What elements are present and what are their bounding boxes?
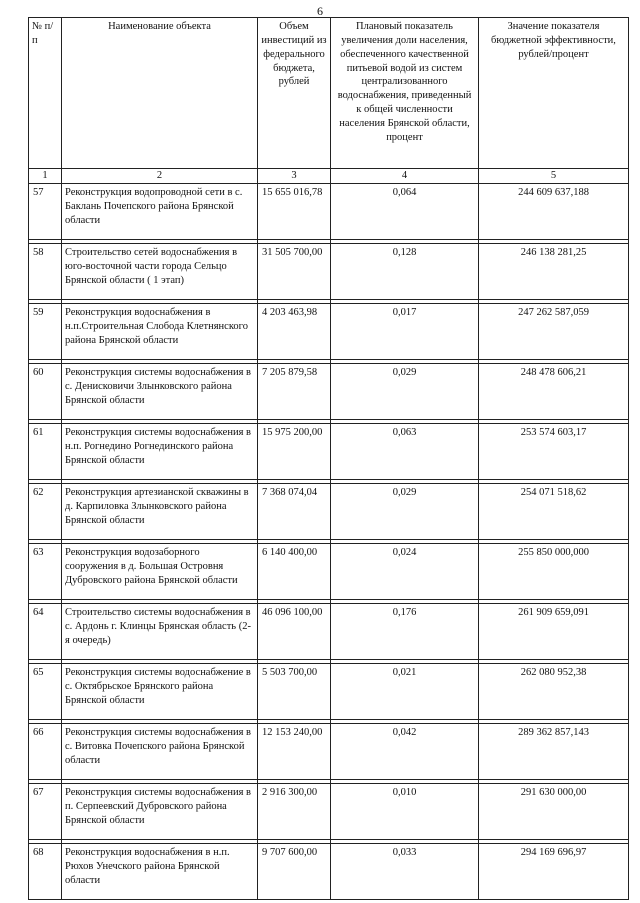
population-share-value: 0,010 [331, 783, 479, 839]
efficiency-value: 248 478 606,21 [479, 363, 629, 419]
row-number: 62 [29, 483, 62, 539]
investment-value: 15 655 016,78 [258, 183, 331, 239]
investment-value: 9 707 600,00 [258, 843, 331, 899]
column-number: 2 [62, 169, 258, 184]
population-share-value: 0,021 [331, 663, 479, 719]
table-row [29, 303, 629, 359]
efficiency-value: 246 138 281,25 [479, 243, 629, 299]
population-share-value: 0,042 [331, 723, 479, 779]
table-row [29, 543, 629, 599]
header-number: № п/п [29, 18, 62, 169]
table-row [29, 363, 629, 419]
population-share-value: 0,029 [331, 363, 479, 419]
header-investment: Объем инвестиций из федерального бюджета, рублей [258, 18, 331, 169]
row-number: 61 [29, 423, 62, 479]
population-share-value: 0,017 [331, 303, 479, 359]
efficiency-value: 247 262 587,059 [479, 303, 629, 359]
object-name: Строительство системы водоснабжения в с. Ардонь г. Клинцы Брянская область (2-я очередь) [62, 603, 258, 659]
object-name: Реконструкция системы водоснабжения в с. Денисковичи Злынковского района Брянской области [62, 363, 258, 419]
efficiency-value: 244 609 637,188 [479, 183, 629, 239]
table-body [29, 183, 629, 899]
row-number: 64 [29, 603, 62, 659]
row-number: 66 [29, 723, 62, 779]
object-name: Реконструкция системы водоснабжения в н.п. Рогнедино Рогнединского района Брянской области [62, 423, 258, 479]
column-number: 4 [331, 169, 479, 184]
population-share-value: 0,024 [331, 543, 479, 599]
column-number: 1 [29, 169, 62, 184]
investment-value: 2 916 300,00 [258, 783, 331, 839]
header-object-name: Наименование объекта [62, 18, 258, 169]
object-name: Реконструкция водоснабжения в н.п. Рюхов Унечского района Брянской области [62, 843, 258, 899]
object-name: Реконструкция системы водоснабжения в с. Витовка Почепского района Брянской области [62, 723, 258, 779]
table-row [29, 663, 629, 719]
table-row [29, 243, 629, 299]
table-row [29, 843, 629, 899]
table-row [29, 423, 629, 479]
population-share-value: 0,033 [331, 843, 479, 899]
row-number: 60 [29, 363, 62, 419]
efficiency-value: 255 850 000,000 [479, 543, 629, 599]
table-row [29, 483, 629, 539]
row-number: 67 [29, 783, 62, 839]
population-share-value: 0,176 [331, 603, 479, 659]
population-share-value: 0,064 [331, 183, 479, 239]
table-row [29, 183, 629, 239]
row-number: 63 [29, 543, 62, 599]
row-number: 59 [29, 303, 62, 359]
column-number: 5 [479, 169, 629, 184]
efficiency-value: 291 630 000,00 [479, 783, 629, 839]
object-name: Реконструкция водозаборного сооружения в д. Большая Островня Дубровского района Брянской области [62, 543, 258, 599]
efficiency-value: 261 909 659,091 [479, 603, 629, 659]
column-number: 3 [258, 169, 331, 184]
header-population-share: Плановый показатель увеличения доли населения, обеспеченного качественной питьевой водой из систем централизованного водоснабжения, приведенный к общей численности населения Брянской области, процент [331, 18, 479, 169]
header-efficiency: Значение показателя бюджетной эффективности, рублей/процент [479, 18, 629, 169]
object-name: Строительство сетей водоснабжения в юго-восточной части города Сельцо Брянской области ( 1 этап) [62, 243, 258, 299]
investment-value: 46 096 100,00 [258, 603, 331, 659]
table-row [29, 783, 629, 839]
column-number-row [29, 169, 629, 184]
object-name: Реконструкция системы водоснабжения в п. Серпеевский Дубровского района Брянской области [62, 783, 258, 839]
object-name: Реконструкция артезианской скважины в д. Карпиловка Злынковского района Брянской области [62, 483, 258, 539]
object-name: Реконструкция системы водоснабжение в с. Октябрьское Брянского района Брянской области [62, 663, 258, 719]
table-row [29, 603, 629, 659]
row-number: 68 [29, 843, 62, 899]
table-header-row [29, 18, 629, 169]
row-number: 58 [29, 243, 62, 299]
efficiency-value: 253 574 603,17 [479, 423, 629, 479]
investment-value: 6 140 400,00 [258, 543, 331, 599]
efficiency-value: 262 080 952,38 [479, 663, 629, 719]
investment-value: 15 975 200,00 [258, 423, 331, 479]
investment-value: 4 203 463,98 [258, 303, 331, 359]
investment-table [28, 17, 629, 900]
efficiency-value: 294 169 696,97 [479, 843, 629, 899]
investment-value: 7 368 074,04 [258, 483, 331, 539]
investment-value: 5 503 700,00 [258, 663, 331, 719]
efficiency-value: 254 071 518,62 [479, 483, 629, 539]
investment-value: 31 505 700,00 [258, 243, 331, 299]
investment-value: 7 205 879,58 [258, 363, 331, 419]
object-name: Реконструкция водоснабжения в н.п.Строительная Слобода Клетнянского района Брянской области [62, 303, 258, 359]
row-number: 65 [29, 663, 62, 719]
table-row [29, 723, 629, 779]
population-share-value: 0,063 [331, 423, 479, 479]
efficiency-value: 289 362 857,143 [479, 723, 629, 779]
row-number: 57 [29, 183, 62, 239]
investment-value: 12 153 240,00 [258, 723, 331, 779]
population-share-value: 0,029 [331, 483, 479, 539]
object-name: Реконструкция водопроводной сети в с. Баклань Почепского района Брянской области [62, 183, 258, 239]
page-number: 6 [317, 4, 323, 18]
population-share-value: 0,128 [331, 243, 479, 299]
